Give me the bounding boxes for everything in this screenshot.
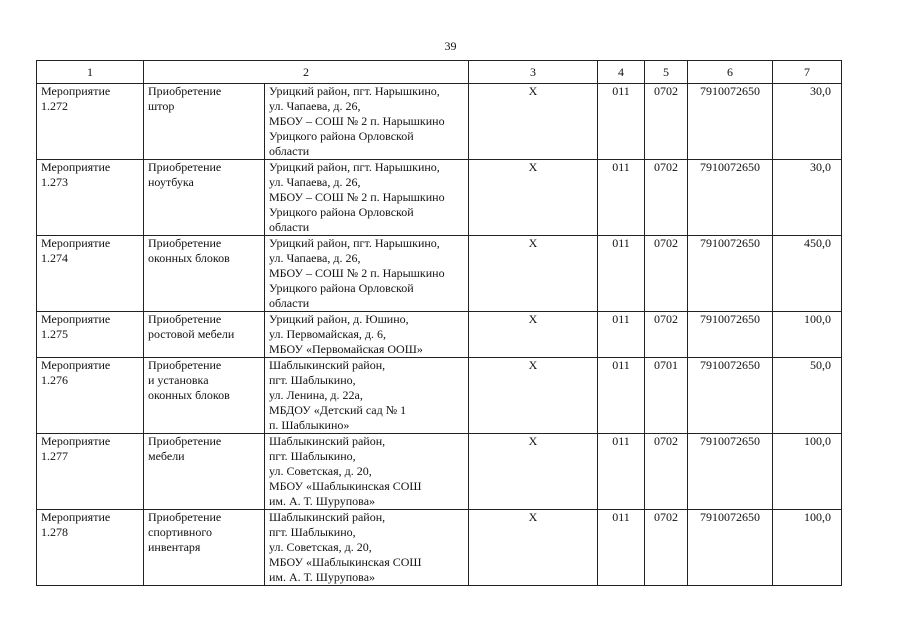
table-row (37, 312, 842, 358)
col6-value: 7910072650 (688, 510, 773, 586)
header-col-3: 3 (469, 61, 598, 84)
event-code: Мероприятие 1.277 (37, 434, 144, 510)
event-address: Шаблыкинский район, пгт. Шаблыкино, ул. Советская, д. 20, МБОУ «Шаблыкинская СОШ им. А. Т. Шурупова» (265, 434, 469, 510)
col5-value: 0702 (645, 160, 688, 236)
col7-value: 100,0 (773, 312, 842, 358)
event-name: Приобретение и установка оконных блоков (144, 358, 265, 434)
col5-value: 0702 (645, 312, 688, 358)
event-address: Урицкий район, пгт. Нарышкино, ул. Чапаева, д. 26, МБОУ – СОШ № 2 п. Нарышкино Урицкого района Орловской области (265, 84, 469, 160)
header-col-5: 5 (645, 61, 688, 84)
col3-value: Х (469, 434, 598, 510)
event-code: Мероприятие 1.278 (37, 510, 144, 586)
col6-value: 7910072650 (688, 236, 773, 312)
event-name: Приобретение штор (144, 84, 265, 160)
event-name: Приобретение мебели (144, 434, 265, 510)
event-code: Мероприятие 1.272 (37, 84, 144, 160)
col5-value: 0702 (645, 510, 688, 586)
col7-value: 50,0 (773, 358, 842, 434)
event-address: Урицкий район, пгт. Нарышкино, ул. Чапаева, д. 26, МБОУ – СОШ № 2 п. Нарышкино Урицкого района Орловской области (265, 160, 469, 236)
col3-value: Х (469, 510, 598, 586)
col3-value: Х (469, 312, 598, 358)
col5-value: 0702 (645, 434, 688, 510)
budget-table (36, 60, 842, 586)
table-row (37, 358, 842, 434)
event-address: Урицкий район, пгт. Нарышкино, ул. Чапаева, д. 26, МБОУ – СОШ № 2 п. Нарышкино Урицкого района Орловской области (265, 236, 469, 312)
col7-value: 100,0 (773, 434, 842, 510)
col4-value: 011 (598, 312, 645, 358)
header-row (37, 61, 842, 84)
event-code: Мероприятие 1.276 (37, 358, 144, 434)
page-number: 39 (444, 39, 457, 53)
table-row (37, 160, 842, 236)
header-col-7: 7 (773, 61, 842, 84)
table-row (37, 236, 842, 312)
col4-value: 011 (598, 358, 645, 434)
event-name: Приобретение спортивного инвентаря (144, 510, 265, 586)
col6-value: 7910072650 (688, 358, 773, 434)
table-row (37, 510, 842, 586)
col6-value: 7910072650 (688, 160, 773, 236)
header-col-4: 4 (598, 61, 645, 84)
col5-value: 0701 (645, 358, 688, 434)
table-row (37, 434, 842, 510)
event-name: Приобретение ростовой мебели (144, 312, 265, 358)
col4-value: 011 (598, 84, 645, 160)
event-address: Шаблыкинский район, пгт. Шаблыкино, ул. Ленина, д. 22а, МБДОУ «Детский сад № 1 п. Шаблыкино» (265, 358, 469, 434)
col3-value: Х (469, 236, 598, 312)
col6-value: 7910072650 (688, 84, 773, 160)
col6-value: 7910072650 (688, 434, 773, 510)
col4-value: 011 (598, 236, 645, 312)
event-address: Шаблыкинский район, пгт. Шаблыкино, ул. Советская, д. 20, МБОУ «Шаблыкинская СОШ им. А. Т. Шурупова» (265, 510, 469, 586)
col7-value: 30,0 (773, 84, 842, 160)
event-name: Приобретение оконных блоков (144, 236, 265, 312)
col5-value: 0702 (645, 84, 688, 160)
col4-value: 011 (598, 434, 645, 510)
col5-value: 0702 (645, 236, 688, 312)
event-address: Урицкий район, д. Юшино, ул. Первомайская, д. 6, МБОУ «Первомайская ООШ» (265, 312, 469, 358)
event-code: Мероприятие 1.273 (37, 160, 144, 236)
header-col-2: 2 (144, 61, 469, 84)
event-name: Приобретение ноутбука (144, 160, 265, 236)
col3-value: Х (469, 358, 598, 434)
col7-value: 30,0 (773, 160, 842, 236)
col4-value: 011 (598, 160, 645, 236)
col7-value: 100,0 (773, 510, 842, 586)
event-code: Мероприятие 1.274 (37, 236, 144, 312)
header-col-6: 6 (688, 61, 773, 84)
col7-value: 450,0 (773, 236, 842, 312)
col6-value: 7910072650 (688, 312, 773, 358)
col4-value: 011 (598, 510, 645, 586)
col3-value: Х (469, 160, 598, 236)
header-col-1: 1 (37, 61, 144, 84)
event-code: Мероприятие 1.275 (37, 312, 144, 358)
col3-value: Х (469, 84, 598, 160)
table-row (37, 84, 842, 160)
